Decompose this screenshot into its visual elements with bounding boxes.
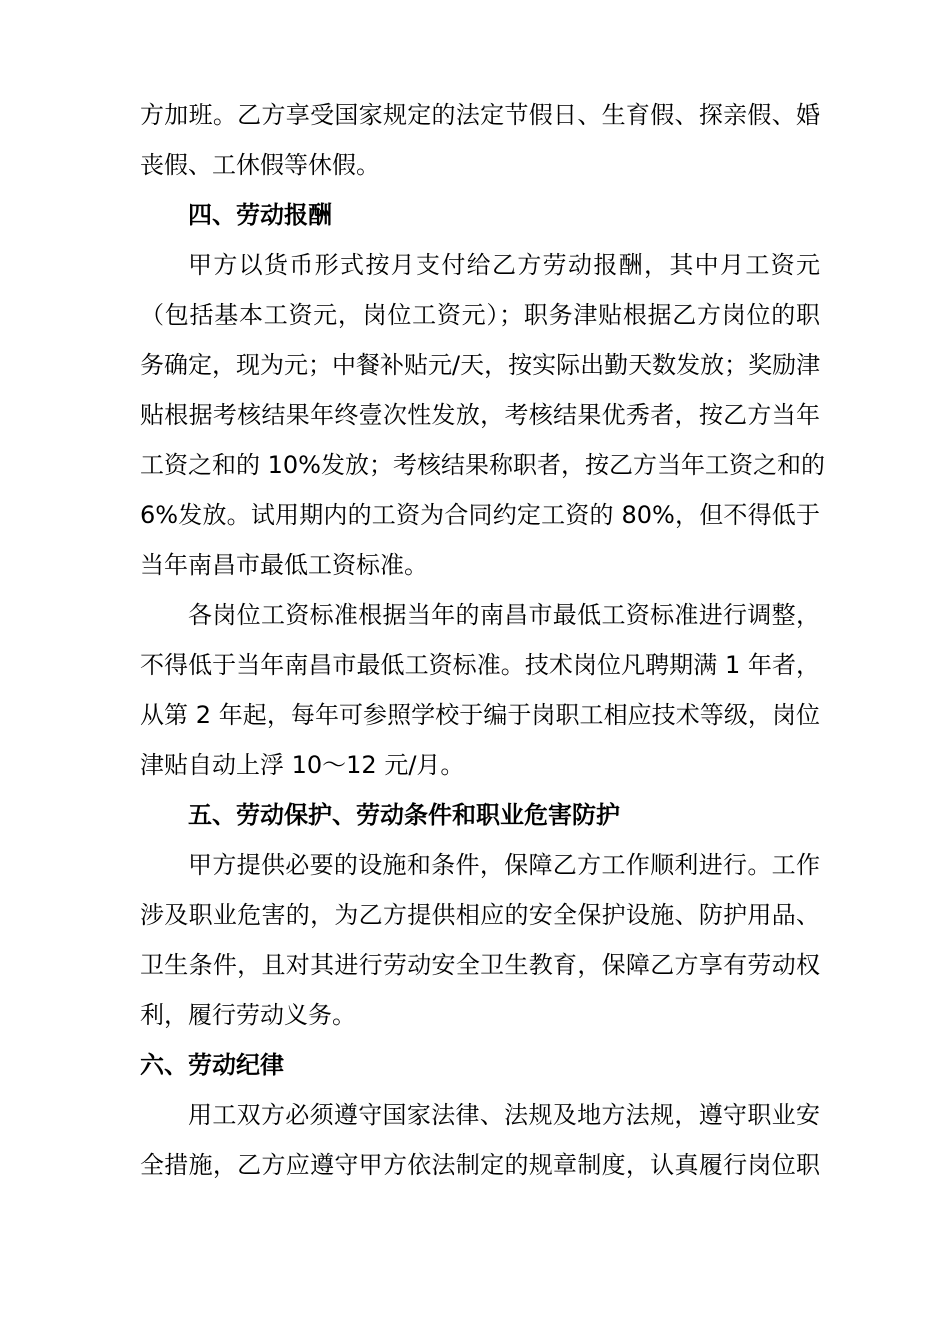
paragraph-line: 务确定，现为元；中餐补贴元/天，按实际出勤天数发放；奖励津 (140, 351, 821, 379)
paragraph-line: 用工双方必须遵守国家法律、法规及地方法规，遵守职业安 (188, 1101, 820, 1129)
paragraph-line: 津贴自动上浮 10～12 元/月。 (140, 751, 465, 779)
paragraph-line: 当年南昌市最低工资标准。 (140, 551, 428, 579)
paragraph-line: 不得低于当年南昌市最低工资标准。技术岗位凡聘期满 1 年者， (140, 651, 820, 679)
paragraph-line: 涉及职业危害的，为乙方提供相应的安全保护设施、防护用品、 (140, 901, 820, 929)
paragraph-line: 丧假、工休假等休假。 (140, 151, 380, 179)
section-heading-6: 六、劳动纪律 (140, 1051, 284, 1079)
paragraph-line: （包括基本工资元，岗位工资元）；职务津贴根据乙方岗位的职 (140, 301, 820, 329)
paragraph-line: 工资之和的 10%发放；考核结果称职者，按乙方当年工资之和的 (140, 451, 825, 479)
paragraph-line: 贴根据考核结果年终壹次性发放，考核结果优秀者，按乙方当年 (140, 401, 820, 429)
paragraph-line: 方加班。乙方享受国家规定的法定节假日、生育假、探亲假、婚 (140, 101, 820, 129)
section-heading-5: 五、劳动保护、劳动条件和职业危害防护 (188, 801, 620, 829)
paragraph-line: 各岗位工资标准根据当年的南昌市最低工资标准进行调整， (188, 601, 820, 629)
paragraph-line: 卫生条件，且对其进行劳动安全卫生教育，保障乙方享有劳动权 (140, 951, 820, 979)
paragraph-line: 甲方提供必要的设施和条件，保障乙方工作顺利进行。工作 (188, 851, 820, 879)
paragraph-line: 甲方以货币形式按月支付给乙方劳动报酬，其中月工资元 (188, 251, 820, 279)
paragraph-line: 利，履行劳动义务。 (140, 1001, 356, 1029)
paragraph-line: 从第 2 年起，每年可参照学校于编于岗职工相应技术等级，岗位 (140, 701, 820, 729)
paragraph-line: 全措施，乙方应遵守甲方依法制定的规章制度，认真履行岗位职 (140, 1151, 820, 1179)
paragraph-line: 6%发放。试用期内的工资为合同约定工资的 80%，但不得低于 (140, 501, 820, 529)
section-heading-4: 四、劳动报酬 (188, 201, 332, 229)
